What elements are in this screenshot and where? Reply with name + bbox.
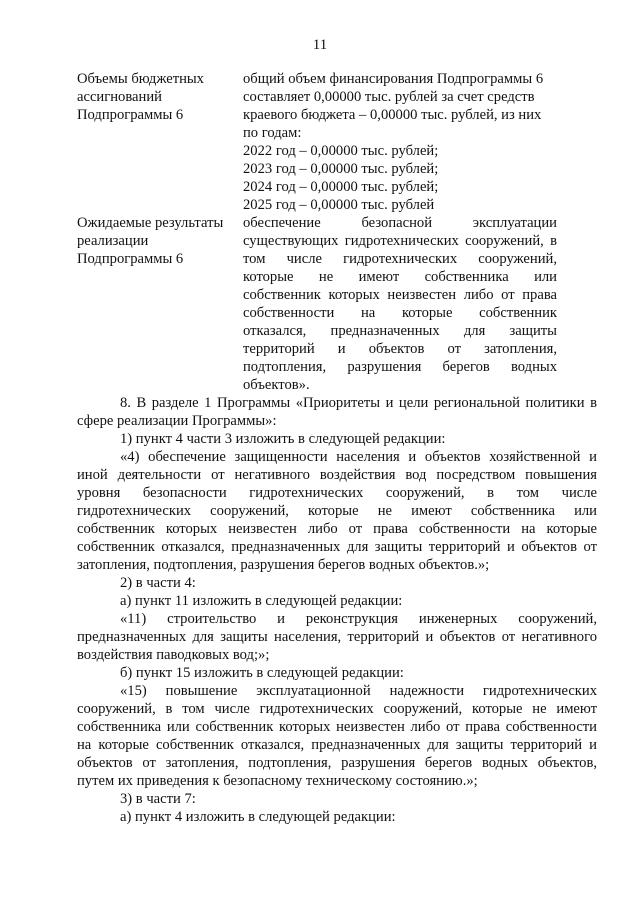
body-line: собственник отказался, предназначенных для защиты территорий и объектов от [77, 539, 597, 555]
row2-label-line: Подпрограммы 6 [77, 251, 184, 267]
row1-value-line: 2022 год – 0,00000 тыс. рублей; [243, 143, 439, 159]
body-line: предназначенных для защиты населения, территорий и объектов от негативного [77, 629, 597, 645]
body-line: а) пункт 11 изложить в следующей редакции: [120, 593, 403, 609]
row2-value-line: собственник которых неизвестен либо от права [243, 287, 557, 303]
body-line: воздействия паводковых вод;»; [77, 647, 270, 663]
row2-value-line: которые не имеют собственника или [243, 269, 557, 285]
row2-label-line: реализации [77, 233, 149, 249]
row1-label-line: ассигнований [77, 89, 162, 105]
row1-value-line: 2023 год – 0,00000 тыс. рублей; [243, 161, 439, 177]
row2-value-line: объектов». [243, 377, 310, 393]
body-line: гидротехнических сооружений, которые не имеют собственника или [77, 503, 597, 519]
row2-value-line: подтопления, разрушения берегов водных [243, 359, 557, 375]
row2-value-line: существующих гидротехнических сооружений, в [243, 233, 557, 249]
body-line: уровня безопасности гидротехнических сооружений, в том числе [77, 485, 597, 501]
row2-value-line: том числе гидротехнических сооружений, [243, 251, 557, 267]
body-line: на которые собственник отказался, предназначенных для защиты территорий и [77, 737, 597, 753]
body-line: собственник которых неизвестен либо от права собственности на которые [77, 521, 597, 537]
body-line: б) пункт 15 изложить в следующей редакции: [120, 665, 404, 681]
row1-value-line: 2025 год – 0,00000 тыс. рублей [243, 197, 435, 213]
row1-value-line: по годам: [243, 125, 302, 141]
body-line: а) пункт 4 изложить в следующей редакции: [120, 809, 396, 825]
row2-value-line: территорий и объектов от затопления, [243, 341, 557, 357]
row2-value-line: отказался, предназначенных для защиты [243, 323, 557, 339]
row2-value-line: обеспечение безопасной эксплуатации [243, 215, 557, 231]
body-line: «4) обеспечение защищенности населения и объектов хозяйственной и [120, 449, 597, 465]
body-line: сооружений, в том числе гидротехнических сооружений, которые не имеют [77, 701, 597, 717]
row2-value-line: собственности на которые собственник [243, 305, 557, 321]
row1-label-line: Подпрограммы 6 [77, 107, 184, 123]
page-number: 11 [312, 37, 328, 53]
row1-value-line: 2024 год – 0,00000 тыс. рублей; [243, 179, 439, 195]
row1-value-line: составляет 0,00000 тыс. рублей за счет средств [243, 89, 535, 105]
body-line: путем их приведения к безопасному техническому состоянию.»; [77, 773, 478, 789]
body-line: объектов от затопления, подтопления, разрушения берегов водных объектов, [77, 755, 597, 771]
body-line: «15) повышение эксплуатационной надежности гидротехнических [120, 683, 597, 699]
body-line: собственника или собственник которых неизвестен либо от права собственности [77, 719, 597, 735]
body-line: 2) в части 4: [120, 575, 196, 591]
row2-label-line: Ожидаемые результаты [77, 215, 224, 231]
row1-value-line: общий объем финансирования Подпрограммы 6 [243, 71, 544, 87]
body-line: сфере реализации Программы»: [77, 413, 277, 429]
body-line: 8. В разделе 1 Программы «Приоритеты и цели региональной политики в [120, 395, 597, 411]
body-line: 1) пункт 4 части 3 изложить в следующей редакции: [120, 431, 446, 447]
body-line: 3) в части 7: [120, 791, 196, 807]
body-line: «11) строительство и реконструкция инженерных сооружений, [120, 611, 597, 627]
row1-label-line: Объемы бюджетных [77, 71, 204, 87]
body-line: иной деятельности от негативного воздействия вод посредством повышения [77, 467, 597, 483]
body-line: затопления, подтопления, разрушения берегов водных объектов.»; [77, 557, 490, 573]
row1-value-line: краевого бюджета – 0,00000 тыс. рублей, из них [243, 107, 542, 123]
